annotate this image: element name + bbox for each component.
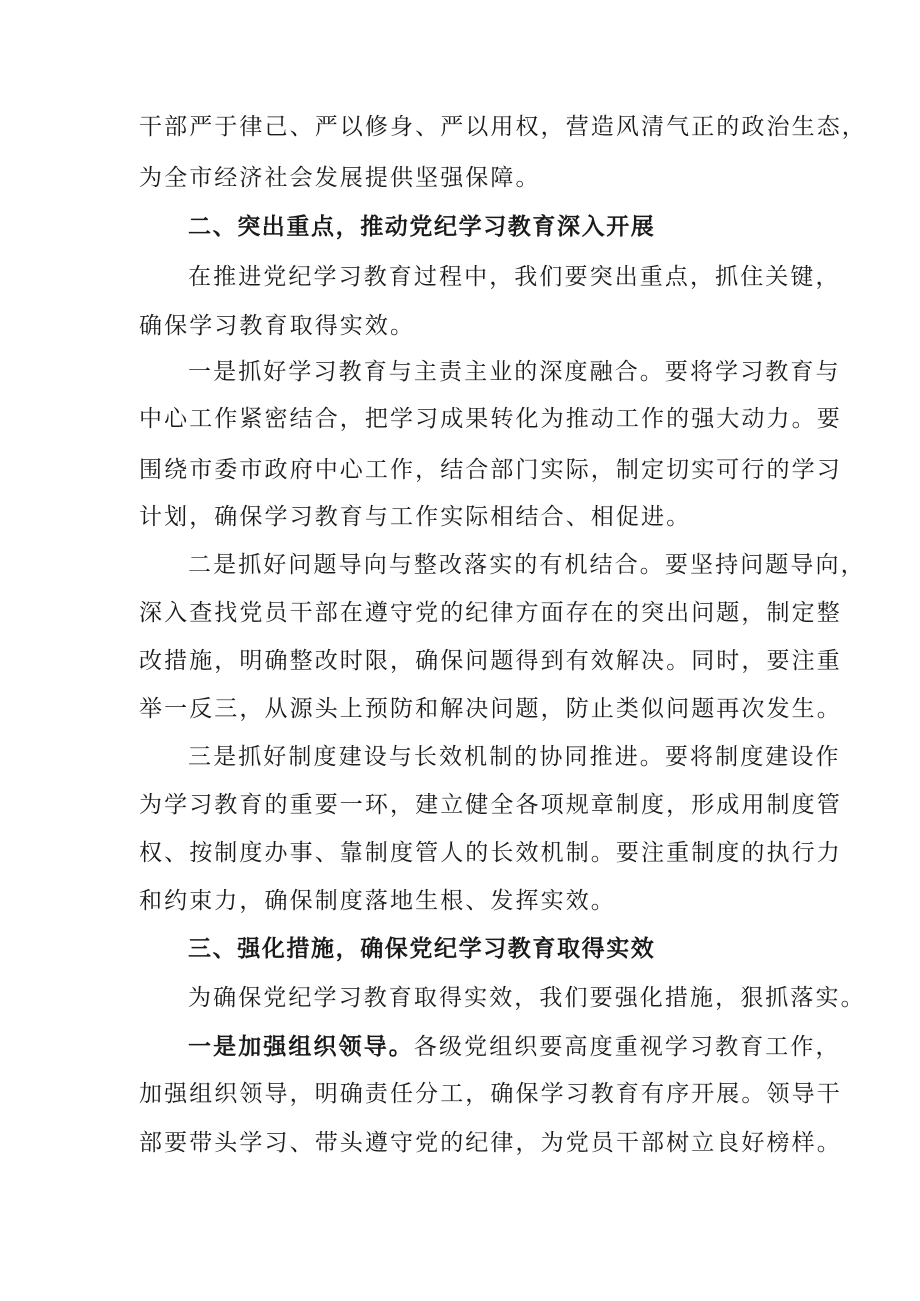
paragraph-line: 改措施，明确整改时限，确保问题得到有效解决。同时，要注重 bbox=[139, 648, 842, 674]
paragraph-line: 加强组织领导，明确责任分工，确保学习教育有序开展。领导干 bbox=[139, 1081, 842, 1107]
section-heading: 三、强化措施，确保党纪学习教育取得实效 bbox=[188, 935, 656, 962]
paragraph-line: 为学习教育的重要一环，建立健全各项规章制度，形成用制度管 bbox=[139, 792, 842, 818]
paragraph-line: 二是抓好问题导向与整改落实的有机结合。要坚持问题导向， bbox=[188, 552, 866, 578]
paragraph-line: 确保学习教育取得实效。 bbox=[139, 313, 416, 339]
paragraph-line: 和约束力，确保制度落地生根、发挥实效。 bbox=[139, 888, 616, 914]
paragraph-line: 三是抓好制度建设与长效机制的协同推进。要将制度建设作 bbox=[188, 744, 841, 770]
paragraph-text: 各级党组织要高度重视学习教育工作， bbox=[413, 1034, 841, 1060]
paragraph-line: 为确保党纪学习教育取得实效，我们要强化措施，狠抓落实。 bbox=[188, 985, 866, 1011]
paragraph-line: 权、按制度办事、靠制度管人的长效机制。要注重制度的执行力 bbox=[139, 840, 842, 866]
paragraph-line: 一是抓好学习教育与主责主业的深度融合。要将学习教育与 bbox=[188, 359, 841, 385]
paragraph-line: 在推进党纪学习教育过程中，我们要突出重点，抓住关键， bbox=[188, 264, 841, 290]
paragraph-line: 中心工作紧密结合，把学习成果转化为推动工作的强大动力。要 bbox=[139, 406, 842, 432]
paragraph-lead: 一是加强组织领导。 bbox=[188, 1033, 414, 1060]
paragraph-line: 干部严于律己、严以修身、严以用权，营造风清气正的政治生态， bbox=[139, 114, 867, 140]
paragraph-line bbox=[188, 1032, 848, 1062]
section-heading: 二、突出重点，推动党纪学习教育深入开展 bbox=[188, 213, 656, 240]
paragraph-line: 为全市经济社会发展提供坚强保障。 bbox=[139, 165, 541, 191]
paragraph-line: 部要带头学习、带头遵守党的纪律，为党员干部树立良好榜样。 bbox=[139, 1130, 842, 1156]
paragraph-line: 围绕市委市政府中心工作，结合部门实际，制定切实可行的学习 bbox=[139, 457, 842, 483]
paragraph-line: 举一反三，从源头上预防和解决问题，防止类似问题再次发生。 bbox=[139, 696, 842, 722]
paragraph-line: 深入查找党员干部在遵守党的纪律方面存在的突出问题，制定整 bbox=[139, 600, 842, 626]
paragraph-line: 计划，确保学习教育与工作实际相结合、相促进。 bbox=[139, 504, 692, 530]
